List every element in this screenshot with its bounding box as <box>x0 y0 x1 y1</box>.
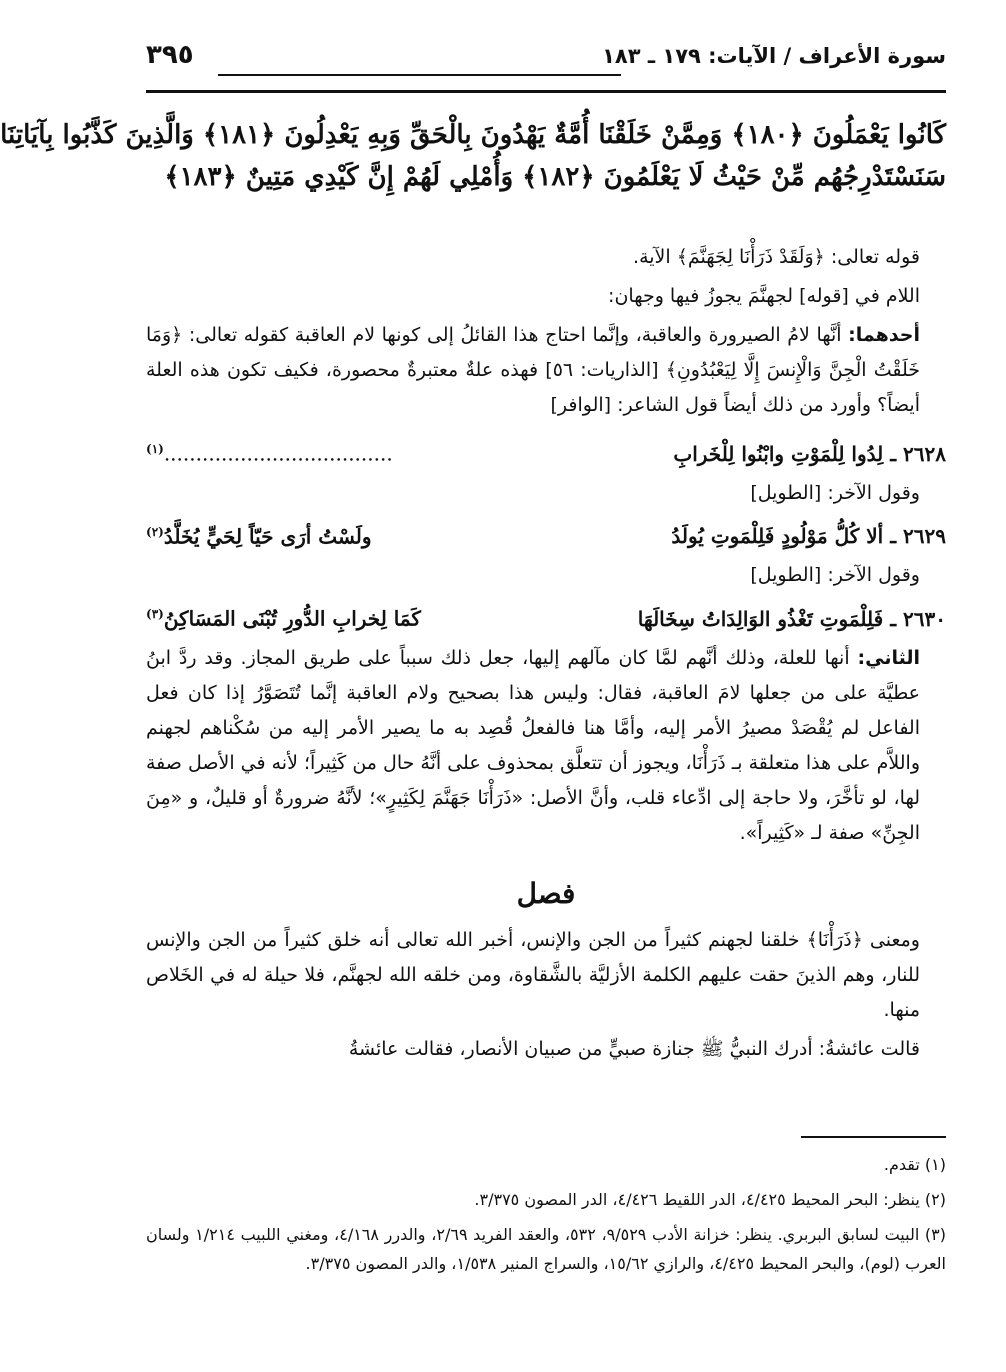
commentary-body <box>146 240 946 1071</box>
first-aspect-text: أنَّها لامُ الصيرورة والعاقبة، وإنَّما احتاج هذا القائلُ إلى كونها لام العاقبة كقوله تعالى: ﴿وَمَا خَلَقْتُ الْجِنَّ وَالْإِنسَ إِلَّا لِيَعْبُدُونِ﴾ [الذاريات: ٥٦] فهذه علةٌ معتبرةٌ محصورة، فكيف تكون هذه العلة أيضاً؟ وأورد من ذلك أيضاً قول الشاعر: [الوافر] <box>146 324 920 416</box>
first-aspect-label: أحدهما: <box>848 324 920 346</box>
verse-2628-hemistich-2 <box>146 427 393 476</box>
meter-label-2: وقول الآخر: [الطويل] <box>750 564 920 587</box>
footnotes <box>146 1150 946 1284</box>
poem-verse-2629 <box>146 510 946 559</box>
second-aspect-label: الثاني: <box>857 646 920 669</box>
footnote-ref-1: (١) <box>146 442 164 456</box>
footnote-1: (١) تقدم. <box>883 1155 946 1174</box>
paragraph-second-aspect <box>146 641 946 851</box>
page-header <box>146 38 946 78</box>
paragraph-first-aspect <box>146 318 946 423</box>
verse-2629-text: ولَسْتُ أرَى حَيّاً لِحَيٍّ يُخَلَّدُ <box>163 524 372 549</box>
quran-line-2: سَنَسْتَدْرِجُهُم مِّنْ حَيْثُ لَا يَعْلَمُونَ ﴿١٨٢﴾ وَأُمْلِي لَهُمْ إِنَّ كَيْدِي مَتِينٌ ﴿١٨٣﴾ <box>164 162 946 192</box>
footnote-2: (٢) ينظر: البحر المحيط ٤/٤٢٥، الدر اللقيط ٤/٤٢٦، الدر المصون ٣/٣٧٥. <box>474 1190 946 1209</box>
footnote-3: (٣) البيت لسابق البربري. ينظر: خزانة الأدب ٩/٥٢٩، ٥٣٢، والعقد الفريد ٢/٦٩، والدرر ٤/١٦٨، ومغني اللبيب ١/٢١٤ ولسان العرب (لوم)، والبحر المحيط ٤/٤٢٥، والرازي ١٥/٦٢، والسراج المنير ١/٥٣٨، والدر المصون ٣/٣٧٥. <box>146 1225 947 1273</box>
running-title: سورة الأعراف / الآيات: ١٧٩ ـ ١٨٣ <box>602 44 946 68</box>
section-heading: فصل <box>516 876 576 910</box>
verse-2630-text: كَمَا لِخرابِ الدُّورِ تُبْنَى المَسَاكِنُ <box>163 606 421 631</box>
footnote-ref-3: (٣) <box>146 607 164 622</box>
verse-2629-hemistich-2 <box>146 510 372 559</box>
paragraph-verse-intro: قوله تعالى: ﴿وَلَقَدْ ذَرَأْنَا لِجَهَنَّمَ﴾ الآية. <box>633 246 920 268</box>
page <box>0 30 947 1350</box>
poem-verse-2630 <box>146 592 946 641</box>
second-aspect-text: أنها للعلة، وذلك أنَّهم لمَّا كان مآلهم إليها، جعل ذلك سبباً على طريق المجاز. وقد ردَّ ابنُ عطيَّة على من جعلها لامَ العاقبة، فقال: وليس هذا بصحيح ولام العاقبة إنَّما تُتَصَوَّرُ إذا كان فعل الفاعل لم يُقْصَدْ مصيرُ الأمر إليه، وأمَّا هنا فالفعلُ قُصِد به ما يصير الأمر إليه من سُكْناهم لجهنم واللاَّم على هذا متعلقة بـ ذَرَأْنَا، ويجوز أن تتعلَّق بمحذوف على أنَّهُ حال من كَثِيراً؛ لأنه في الأصل صفة لها، لو تأخَّرَ، ولا حاجة إلى ادِّعاء قلب، وأنَّ الأصل: «ذَرَأْنَا جَهَنَّمَ لِكَثِيرٍ»؛ لأنَّهُ ضرورةٌ أو قليلٌ، و «مِنَ الجِنِّ» صفة لـ «كَثِيراً». <box>146 646 920 844</box>
verse-2630-hemistich-1: ٢٦٣٠ ـ فَلِلْمَوتِ تَغْذُو الوَالِدَاتُ سِخَالَهَا <box>637 606 946 631</box>
paragraph-meaning: ومعنى ﴿ذَرَأْنَا﴾ خلقنا لجهنم كثيراً من الجن والإنس، أخبر الله تعالى أنه خلق كثيراً من الجن والإنس للنار، وهم الذينَ حقت عليهم الكلمة الأزليَّة بالشَّقاوة، ومن خلقه الله لجهنَّم، فلا حيلة له في الخَلاص منها. <box>146 928 920 1021</box>
verse-2628-hemistich-1: ٢٦٢٨ ـ لِدُوا لِلْمَوْتِ وابْنُوا لِلْخَرابِ <box>673 441 946 466</box>
verse-2628-dots: .................................... <box>163 441 393 466</box>
paragraph-two-aspects: اللام في [قوله] لجهنَّمَ يجوزُ فيها وجهان: <box>608 285 920 307</box>
page-number: ٣٩٥ <box>146 40 194 70</box>
paragraph-aisha: قالت عائشةُ: أدرك النبيُّ ﷺ جنازة صبيٍّ من صبيان الأنصار، فقالت عائشةُ <box>348 1037 920 1060</box>
header-leader-line <box>218 74 621 76</box>
verse-2630-hemistich-2 <box>146 592 421 641</box>
header-rule <box>146 90 946 93</box>
poem-verse-2628 <box>146 427 946 476</box>
footnote-separator <box>801 1136 946 1138</box>
verse-2629-hemistich-1: ٢٦٢٩ ـ ألا كُلُّ مَوْلُودٍ فَلِلْمَوتِ يُولَدُ <box>671 524 946 549</box>
meter-label-1: وقول الآخر: [الطويل] <box>750 481 920 504</box>
quran-line-1: كَانُوا يَعْمَلُونَ ﴿١٨٠﴾ وَمِمَّنْ خَلَقْنَا أُمَّةٌ يَهْدُونَ بِالْحَقِّ وَبِهِ يَعْدِلُونَ ﴿١٨١﴾ وَالَّذِينَ كَذَّبُوا بِآيَاتِنَا <box>0 120 946 150</box>
quran-verses <box>0 114 946 198</box>
footnote-ref-2: (٢) <box>146 524 164 539</box>
